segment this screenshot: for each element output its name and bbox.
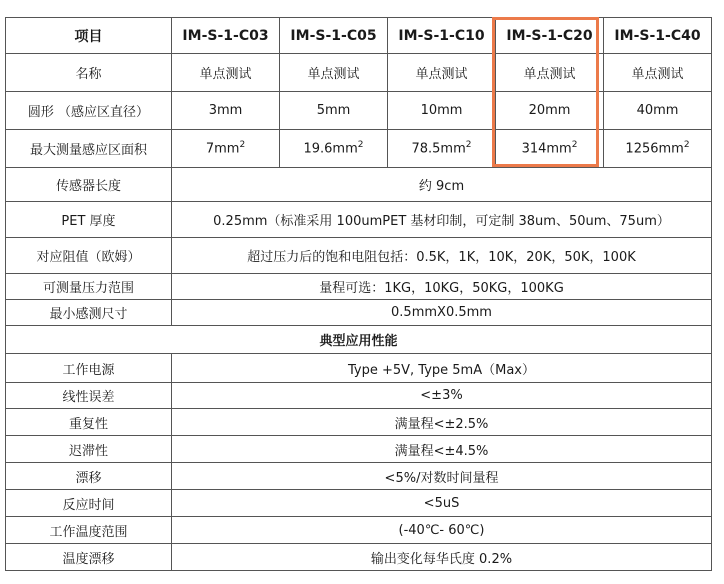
- name-cell: 单点测试: [604, 54, 712, 92]
- perf-label: 漂移: [6, 463, 172, 490]
- spec-label: PET 厚度: [6, 202, 172, 238]
- section-title: 典型应用性能: [6, 326, 712, 354]
- perf-label: 重复性: [6, 409, 172, 436]
- spec-value: 超过压力后的饱和电阻包括：0.5K，1K，10K，20K，50K，100K: [172, 238, 712, 274]
- perf-label: 工作温度范围: [6, 517, 172, 544]
- diameter-row: [6, 92, 712, 130]
- temp-drift-row: [6, 544, 712, 571]
- name-label: 名称: [6, 54, 172, 92]
- name-cell: 单点测试: [496, 54, 604, 92]
- perf-value: <±3%: [172, 383, 712, 409]
- linearity-row: [6, 383, 712, 409]
- spec-label: 传感器长度: [6, 168, 172, 202]
- model-header-c10: IM-S-1-C10: [388, 18, 496, 54]
- perf-label: 迟滞性: [6, 436, 172, 463]
- hysteresis-row: [6, 436, 712, 463]
- spec-label: 可测量压力范围: [6, 274, 172, 300]
- spec-table: [5, 17, 712, 571]
- area-cell: [496, 130, 604, 168]
- item-header: 项目: [6, 18, 172, 54]
- diameter-cell: 3mm: [172, 92, 280, 130]
- perf-value: (-40℃- 60℃): [172, 517, 712, 544]
- area-exponent: 2: [571, 140, 578, 151]
- spec-value: 0.25mm（标准采用 100umPET 基材印制，可定制 38um、50um、75um）: [172, 202, 712, 238]
- perf-label: 线性误差: [6, 383, 172, 409]
- name-cell: 单点测试: [280, 54, 388, 92]
- diameter-cell: 5mm: [280, 92, 388, 130]
- perf-value: 满量程<±2.5%: [172, 409, 712, 436]
- area-exponent: 2: [239, 140, 246, 151]
- perf-value: <5uS: [172, 490, 712, 517]
- perf-value: 满量程<±4.5%: [172, 436, 712, 463]
- spec-value: 0.5mmX0.5mm: [172, 300, 712, 326]
- area-value: 314mm: [521, 141, 572, 157]
- repeatability-row: [6, 409, 712, 436]
- resistance-row: [6, 238, 712, 274]
- model-header-c05: IM-S-1-C05: [280, 18, 388, 54]
- area-cell: [280, 130, 388, 168]
- area-label: 最大测量感应区面积: [6, 130, 172, 168]
- name-cell: 单点测试: [172, 54, 280, 92]
- spec-label: 最小感测尺寸: [6, 300, 172, 326]
- power-row: [6, 354, 712, 383]
- name-cell: 单点测试: [388, 54, 496, 92]
- diameter-cell: 20mm: [496, 92, 604, 130]
- sensor-length-row: [6, 168, 712, 202]
- min-size-row: [6, 300, 712, 326]
- area-cell: [172, 130, 280, 168]
- perf-label: 温度漂移: [6, 544, 172, 571]
- area-cell: [604, 130, 712, 168]
- header-row: [6, 18, 712, 54]
- pressure-range-row: [6, 274, 712, 300]
- model-header-c40: IM-S-1-C40: [604, 18, 712, 54]
- spec-label: 对应阻值（欧姆）: [6, 238, 172, 274]
- model-header-c03: IM-S-1-C03: [172, 18, 280, 54]
- spec-value: 量程可选：1KG，10KG，50KG，100KG: [172, 274, 712, 300]
- area-value: 1256mm: [625, 141, 684, 157]
- area-cell: [388, 130, 496, 168]
- area-value: 78.5mm: [411, 141, 466, 157]
- section-row: [6, 326, 712, 354]
- response-time-row: [6, 490, 712, 517]
- model-header-c20: IM-S-1-C20: [496, 18, 604, 54]
- area-exponent: 2: [357, 140, 364, 151]
- pet-thickness-row: [6, 202, 712, 238]
- perf-label: 反应时间: [6, 490, 172, 517]
- area-exponent: 2: [465, 140, 472, 151]
- diameter-label: 圆形 （感应区直径）: [6, 92, 172, 130]
- diameter-cell: 40mm: [604, 92, 712, 130]
- temp-range-row: [6, 517, 712, 544]
- spec-value: 约 9cm: [172, 168, 712, 202]
- name-row: [6, 54, 712, 92]
- area-row: [6, 130, 712, 168]
- perf-value: <5%/对数时间量程: [172, 463, 712, 490]
- perf-label: 工作电源: [6, 354, 172, 383]
- drift-row: [6, 463, 712, 490]
- area-value: 7mm: [205, 141, 240, 157]
- area-value: 19.6mm: [303, 141, 358, 157]
- perf-value: 输出变化每华氏度 0.2%: [172, 544, 712, 571]
- diameter-cell: 10mm: [388, 92, 496, 130]
- perf-value: Type +5V, Type 5mA（Max）: [172, 354, 712, 383]
- area-exponent: 2: [683, 140, 690, 151]
